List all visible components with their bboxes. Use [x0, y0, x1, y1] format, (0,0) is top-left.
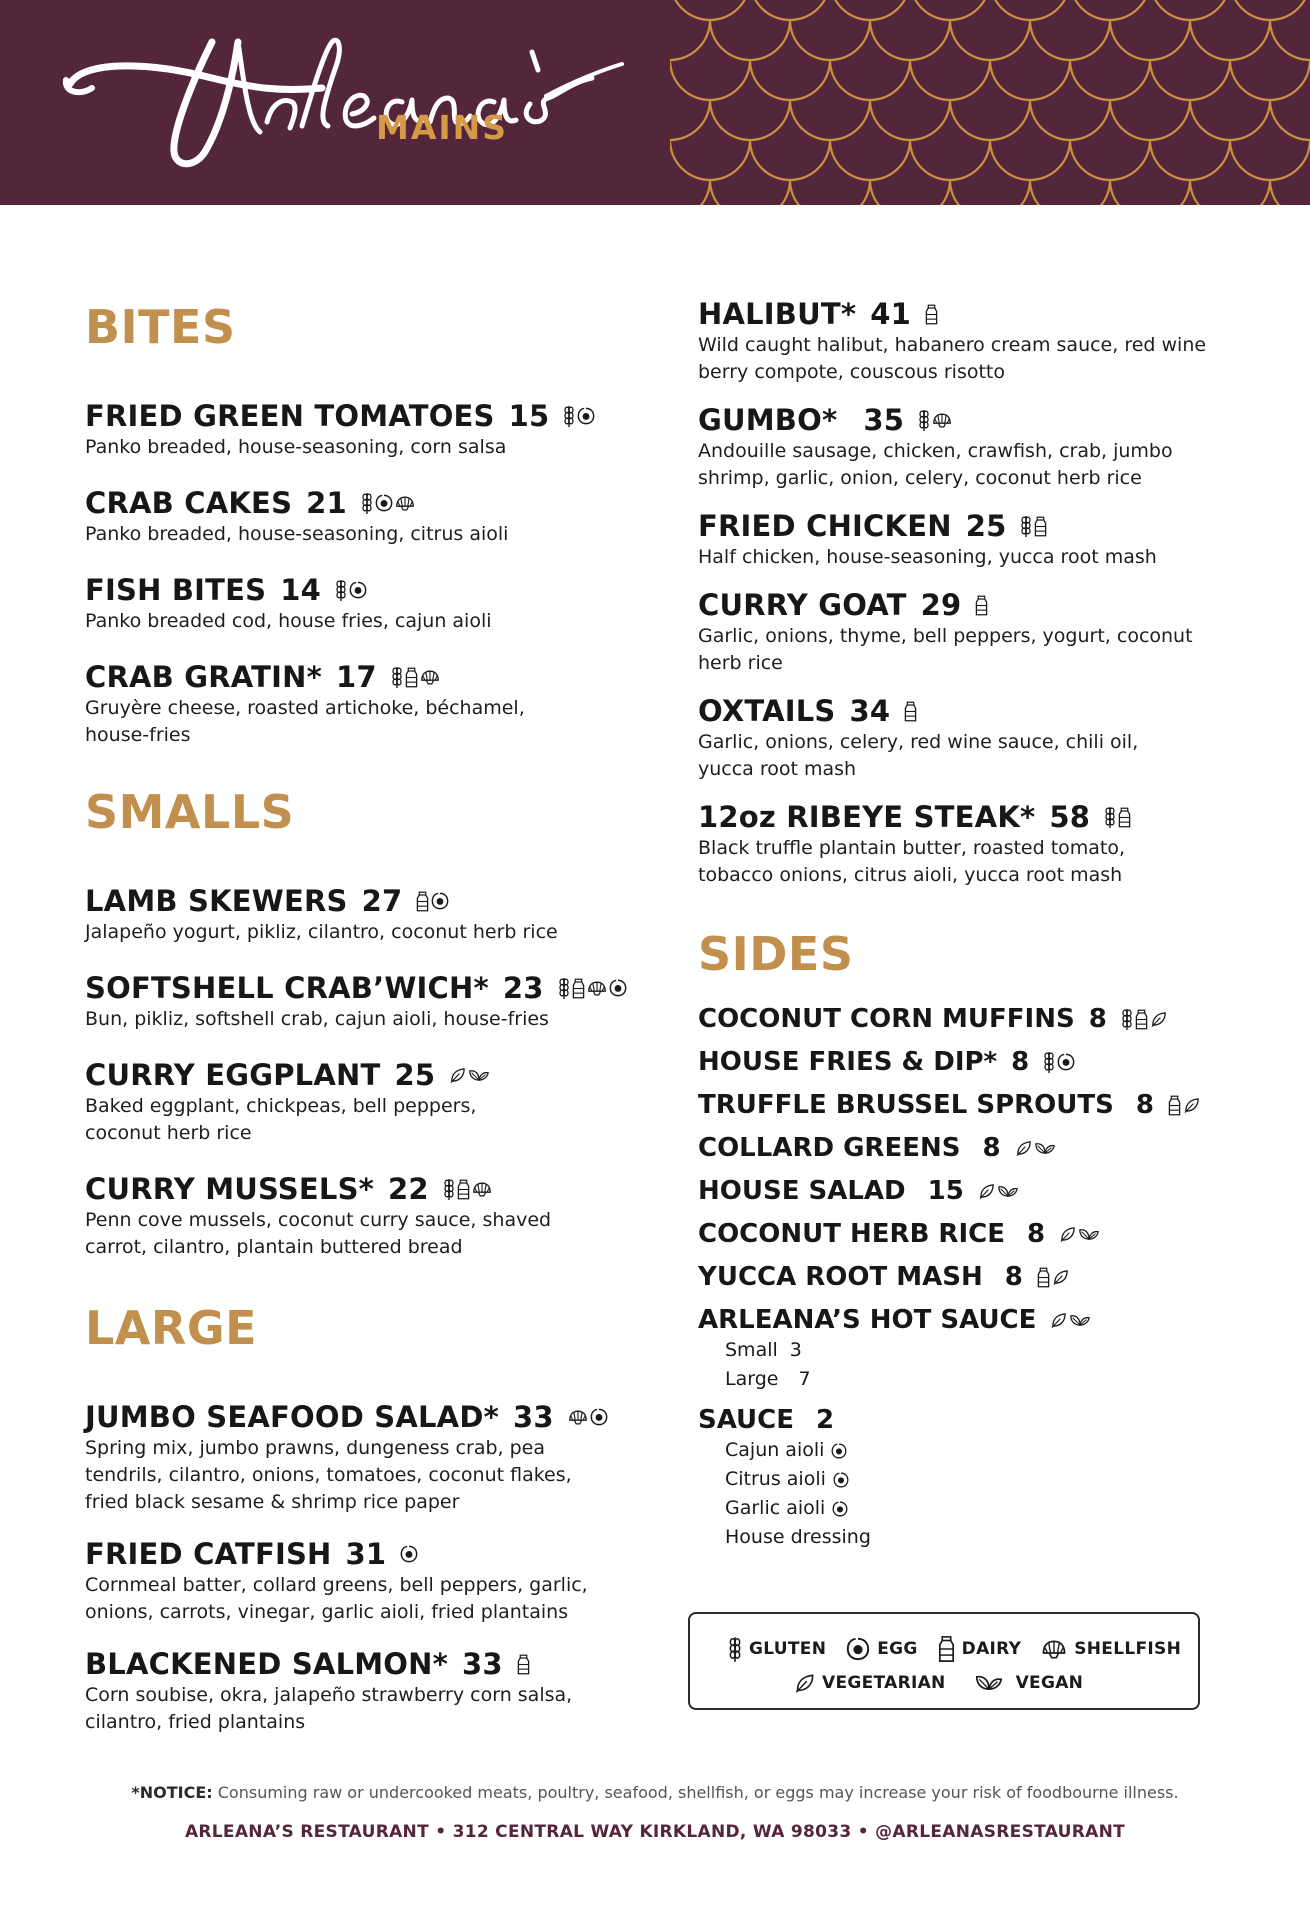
gluten-icon — [361, 491, 373, 515]
item-price: 33 — [512, 1400, 554, 1434]
header-banner — [0, 0, 1310, 205]
sauce-option: Garlic aioli — [698, 1494, 1258, 1523]
item-description: Panko breaded cod, house fries, cajun aioli — [85, 610, 492, 632]
side-item-sauce — [698, 1404, 1258, 1436]
item-price: 8 — [1135, 1090, 1154, 1120]
item-description: Half chicken, house-seasoning, yucca root mash — [698, 546, 1157, 568]
item-price: 58 — [1049, 800, 1091, 834]
legend-gluten: GLUTEN — [728, 1634, 826, 1664]
item-name: OXTAILS — [698, 694, 836, 728]
dairy-icon — [517, 1654, 530, 1675]
item-price: 22 — [388, 1172, 429, 1206]
vegan-icon — [468, 1067, 490, 1084]
allergen-icons — [391, 665, 440, 689]
item-price: 21 — [306, 486, 347, 520]
item-price: 35 — [863, 403, 905, 437]
egg-icon — [400, 1545, 418, 1563]
item-description: Andouille sausage, chicken, crawfish, crab, jumbo shrimp, garlic, onion, celery, coconut herb rice — [698, 440, 1173, 489]
allergen-icons — [558, 976, 627, 1000]
item-name: FRIED GREEN TOMATOES — [85, 399, 495, 433]
item-price: 8 — [1026, 1219, 1046, 1249]
allergen-icons — [400, 1545, 418, 1563]
item-price: 41 — [870, 297, 911, 331]
allergen-icons — [443, 1177, 492, 1201]
item-name: HOUSE FRIES & DIP* — [698, 1047, 998, 1077]
item-description: Wild caught halibut, habanero cream sauce, red wine berry compote, couscous risotto — [698, 334, 1207, 383]
item-name: HALIBUT* — [698, 297, 857, 331]
egg-icon — [846, 1637, 870, 1661]
item-price: 34 — [849, 694, 891, 728]
side-item — [698, 1261, 1258, 1293]
allergen-icons — [1121, 1007, 1167, 1031]
item-price: 8 — [1011, 1047, 1030, 1077]
side-item — [698, 1046, 1258, 1078]
egg-icon — [431, 892, 449, 910]
menu-item — [85, 1536, 645, 1626]
item-name: CURRY MUSSELS* — [85, 1172, 375, 1206]
item-description: Panko breaded, house-seasoning, citrus aioli — [85, 523, 509, 545]
allergen-icons — [1059, 1226, 1100, 1243]
menu-item — [698, 693, 1258, 783]
egg-icon — [375, 494, 393, 512]
item-description: Panko breaded, house-seasoning, corn salsa — [85, 436, 507, 458]
item-description: Cornmeal batter, collard greens, bell peppers, garlic, onions, carrots, vinegar, garlic aioli, fried plantains — [85, 1574, 588, 1623]
gluten-icon — [1043, 1050, 1055, 1074]
menu-item — [698, 296, 1258, 386]
item-name: 12oz RIBEYE STEAK* — [698, 800, 1036, 834]
item-name: SAUCE — [698, 1405, 795, 1435]
item-name: COLLARD GREENS — [698, 1133, 961, 1163]
menu-item — [698, 587, 1258, 677]
item-name: CURRY EGGPLANT — [85, 1058, 381, 1092]
arleanas-script-logo — [62, 22, 662, 172]
vegan-icon — [1069, 1312, 1091, 1329]
egg-icon — [1057, 1053, 1075, 1071]
menu-subtitle: MAINS — [376, 108, 509, 147]
item-description: Garlic, onions, celery, red wine sauce, chili oil, yucca root mash — [698, 731, 1139, 780]
vegetarian-icon — [1052, 1269, 1069, 1286]
item-name: CRAB GRATIN* — [85, 660, 322, 694]
allergen-icons — [904, 701, 917, 722]
item-description: Corn soubise, okra, jalapeño strawberry corn salsa, cilantro, fried plantains — [85, 1684, 573, 1733]
gluten-icon — [728, 1634, 742, 1664]
allergen-icons — [978, 1183, 1019, 1200]
side-item — [698, 1003, 1258, 1035]
item-name: ARLEANA’S HOT SAUCE — [698, 1305, 1037, 1335]
item-price: 33 — [462, 1647, 503, 1681]
allergen-icons — [1037, 1267, 1069, 1288]
item-price: 29 — [920, 588, 962, 622]
item-name: COCONUT HERB RICE — [698, 1219, 1005, 1249]
dairy-icon — [457, 1179, 470, 1200]
hot-sauce-size: Small 3 — [725, 1339, 802, 1361]
item-description: Baked eggplant, chickpeas, bell peppers, coconut herb rice — [85, 1095, 477, 1144]
allergen-icons — [1168, 1095, 1200, 1116]
menu-item — [85, 485, 645, 548]
sauce-option: Citrus aioli — [698, 1465, 1258, 1494]
gluten-icon — [563, 404, 575, 428]
vegan-icon — [997, 1183, 1019, 1200]
health-notice: *NOTICE: Consuming raw or undercooked meats, poultry, seafood, shellfish, or eggs may increase your risk of foodbourne illness. — [131, 1783, 1179, 1802]
shellfish-icon — [568, 1409, 588, 1426]
item-description: Penn cove mussels, coconut curry sauce, shaved carrot, cilantro, plantain buttered bread — [85, 1209, 552, 1258]
side-item — [698, 1089, 1258, 1121]
dairy-icon — [572, 978, 585, 999]
menu-item — [85, 572, 645, 635]
item-description: Black truffle plantain butter, roasted tomato, tobacco onions, citrus aioli, yucca root mash — [698, 837, 1126, 886]
item-price: 31 — [345, 1537, 387, 1571]
dairy-icon — [1118, 807, 1131, 828]
menu-item — [698, 508, 1258, 571]
vegetarian-icon — [1050, 1312, 1067, 1329]
gluten-icon — [1020, 514, 1032, 538]
egg-icon — [349, 581, 367, 599]
item-description: Spring mix, jumbo prawns, dungeness crab, pea tendrils, cilantro, onions, tomatoes, coconut flakes, fried black sesame & shrimp rice paper — [85, 1437, 572, 1513]
side-item — [698, 1218, 1258, 1250]
restaurant-footer: ARLEANA’S RESTAURANT • 312 CENTRAL WAY KIRKLAND, WA 98033 • @ARLEANASRESTAURANT — [184, 1822, 1126, 1842]
legend-dairy: DAIRY — [938, 1635, 1022, 1663]
section-title-large: LARGE — [85, 1301, 258, 1355]
item-price: 14 — [280, 573, 321, 607]
gluten-icon — [558, 976, 570, 1000]
allergen-icons — [1050, 1312, 1091, 1329]
item-name: CURRY GOAT — [698, 588, 907, 622]
sauce-option: Cajun aioli — [698, 1436, 1258, 1465]
menu-item — [85, 398, 645, 461]
allergen-icons — [1020, 514, 1047, 538]
item-name: YUCCA ROOT MASH — [698, 1262, 983, 1292]
dairy-icon — [405, 667, 418, 688]
menu-item — [85, 1171, 645, 1261]
sauce-option: House dressing — [725, 1526, 871, 1548]
right-column — [698, 296, 1258, 1552]
allergen-icons — [335, 578, 367, 602]
legend-row — [794, 1672, 1083, 1694]
gluten-icon — [918, 408, 930, 432]
item-price: 15 — [927, 1176, 964, 1206]
item-description: Jalapeño yogurt, pikliz, cilantro, coconut herb rice — [85, 921, 558, 943]
allergen-icons — [925, 304, 938, 325]
item-price: 8 — [1088, 1004, 1107, 1034]
item-name: LAMB SKEWERS — [85, 884, 348, 918]
item-price: 25 — [965, 509, 1007, 543]
allergen-legend — [688, 1612, 1200, 1710]
item-name: FRIED CHICKEN — [698, 509, 952, 543]
allergen-icons — [1015, 1140, 1056, 1157]
egg-icon — [609, 979, 627, 997]
vegetarian-icon — [978, 1183, 995, 1200]
legend-egg: EGG — [846, 1637, 917, 1661]
shellfish-icon — [472, 1181, 492, 1198]
vegan-icon — [1034, 1140, 1056, 1157]
side-item — [698, 1132, 1258, 1164]
menu-item — [698, 799, 1258, 889]
gluten-icon — [1104, 805, 1116, 829]
legend-shellfish: SHELLFISH — [1041, 1639, 1181, 1660]
menu-item — [85, 970, 645, 1033]
egg-icon — [590, 1408, 608, 1426]
allergen-icons — [449, 1067, 490, 1084]
item-name: HOUSE SALAD — [698, 1176, 906, 1206]
gluten-icon — [391, 665, 403, 689]
legend-vegan: VEGAN — [974, 1672, 1084, 1694]
gluten-icon — [443, 1177, 455, 1201]
legend-row — [728, 1634, 1181, 1664]
item-price: 8 — [982, 1133, 1001, 1163]
item-name: COCONUT CORN MUFFINS — [698, 1004, 1075, 1034]
item-name: JUMBO SEAFOOD SALAD* — [85, 1400, 499, 1434]
allergen-icons — [563, 404, 595, 428]
egg-icon — [831, 1443, 847, 1459]
dairy-icon — [1168, 1095, 1181, 1116]
left-column — [85, 290, 645, 1736]
item-price: 2 — [816, 1405, 835, 1435]
item-description: Gruyère cheese, roasted artichoke, béchamel, house-fries — [85, 697, 525, 746]
vegetarian-icon — [449, 1067, 466, 1084]
section-title-sides: SIDES — [698, 927, 854, 981]
menu-item — [85, 1646, 645, 1736]
dairy-icon — [1037, 1267, 1050, 1288]
side-item — [698, 1304, 1258, 1336]
item-name: GUMBO* — [698, 403, 838, 437]
vegan-icon — [974, 1672, 1004, 1694]
vegan-icon — [1078, 1226, 1100, 1243]
vegetarian-icon — [1183, 1097, 1200, 1114]
shellfish-icon — [932, 412, 952, 429]
item-description: Bun, pikliz, softshell crab, cajun aioli, house-fries — [85, 1008, 549, 1030]
allergen-icons — [1043, 1050, 1075, 1074]
egg-icon — [832, 1501, 848, 1517]
side-item — [698, 1175, 1258, 1207]
brand-logo — [62, 22, 662, 172]
shellfish-icon — [420, 669, 440, 686]
dairy-icon — [416, 891, 429, 912]
vegetarian-icon — [1150, 1011, 1167, 1028]
sides-list — [698, 1003, 1258, 1552]
allergen-icons — [517, 1654, 530, 1675]
vegetarian-icon — [1059, 1226, 1076, 1243]
section-title-bites: BITES — [85, 300, 236, 354]
dairy-icon — [904, 701, 917, 722]
hot-sauce-size: Large 7 — [725, 1368, 811, 1390]
item-price: 23 — [502, 971, 544, 1005]
dairy-icon — [975, 595, 988, 616]
dairy-icon — [1034, 516, 1047, 537]
menu-item — [85, 1057, 645, 1147]
allergen-icons — [975, 595, 988, 616]
allergen-icons — [1104, 805, 1131, 829]
shellfish-icon — [587, 980, 607, 997]
dairy-icon — [1135, 1009, 1148, 1030]
item-description: Garlic, onions, thyme, bell peppers, yogurt, coconut herb rice — [698, 625, 1193, 674]
item-price: 8 — [1004, 1262, 1023, 1292]
item-name: SOFTSHELL CRAB’WICH* — [85, 971, 489, 1005]
legend-vegetarian: VEGETARIAN — [794, 1673, 946, 1694]
item-price: 25 — [394, 1058, 436, 1092]
menu-item — [698, 402, 1258, 492]
item-name: FISH BITES — [85, 573, 267, 607]
allergen-icons — [918, 408, 952, 432]
shellfish-icon — [395, 495, 415, 512]
item-price: 17 — [336, 660, 377, 694]
gluten-icon — [1121, 1007, 1133, 1031]
vegetarian-icon — [794, 1673, 815, 1694]
item-price: 15 — [508, 399, 550, 433]
item-name: CRAB CAKES — [85, 486, 293, 520]
item-price: 27 — [361, 884, 403, 918]
menu-item — [85, 659, 645, 749]
dairy-icon — [925, 304, 938, 325]
item-name: TRUFFLE BRUSSEL SPROUTS — [698, 1090, 1114, 1120]
gluten-icon — [335, 578, 347, 602]
item-name: BLACKENED SALMON* — [85, 1647, 448, 1681]
allergen-icons — [416, 891, 449, 912]
allergen-icons — [568, 1408, 608, 1426]
item-name: FRIED CATFISH — [85, 1537, 332, 1571]
vegetarian-icon — [1015, 1140, 1032, 1157]
menu-item — [85, 883, 645, 946]
menu-item — [85, 1399, 645, 1516]
section-title-smalls: SMALLS — [85, 785, 295, 839]
allergen-icons — [361, 491, 415, 515]
dairy-icon — [938, 1635, 955, 1663]
scale-pattern-decoration — [670, 0, 1310, 205]
egg-icon — [833, 1472, 849, 1488]
egg-icon — [577, 407, 595, 425]
shellfish-icon — [1041, 1639, 1067, 1660]
